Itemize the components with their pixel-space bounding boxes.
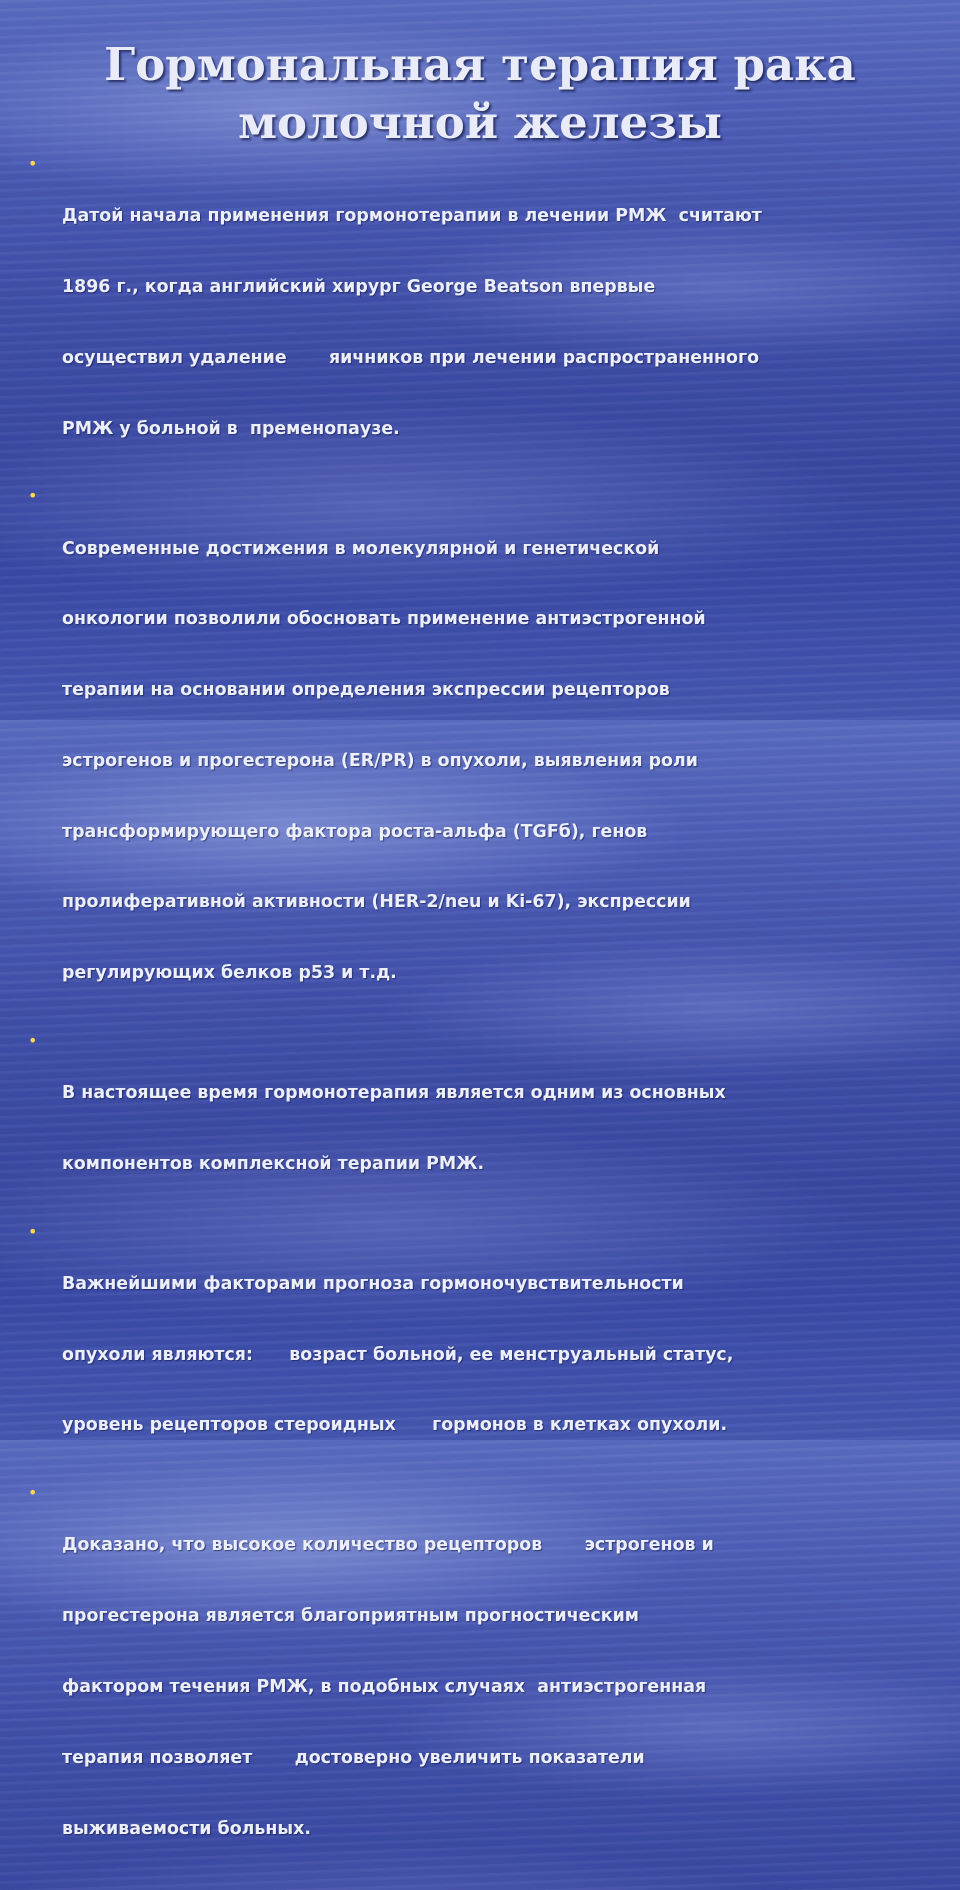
bullet-line: компонентов комплексной терапии РМЖ. — [62, 1153, 485, 1174]
bullet-line: уровень рецепторов стероидных гормонов в клетках опухоли. — [62, 1415, 728, 1436]
bullet-list — [24, 154, 924, 1890]
bullet-line: выживаемости больных. — [62, 1818, 311, 1839]
slide-title-line-1: Гормональная терапия рака — [104, 38, 856, 92]
bullet-item — [24, 1221, 924, 1486]
bullet-line: 1896 г., когда английский хирург George Beatson впервые — [62, 276, 656, 297]
bullet-line: опухоли являются: возраст больной, ее менструальный статус, — [62, 1344, 734, 1365]
bullet-text — [62, 158, 924, 488]
bullet-line: Важнейшими факторами прогноза гормоночувствительности — [62, 1273, 684, 1294]
bullet-item — [24, 1030, 924, 1224]
slide-title-line-2: молочной железы — [237, 96, 723, 150]
bullet-dot-icon: • — [28, 486, 38, 506]
bullet-text — [62, 1226, 924, 1486]
bullet-line: онкологии позволили обосновать применение антиэстрогенной — [62, 609, 706, 630]
bullet-line: В настоящее время гормонотерапия является одним из основных — [62, 1083, 726, 1104]
bullet-item — [24, 1483, 924, 1888]
bullet-line: Современные достижения в молекулярной и генетической — [62, 538, 660, 559]
bullet-line: РМЖ у больной в пременопаузе. — [62, 418, 400, 439]
bullet-text — [62, 1487, 924, 1888]
bullet-line: фактором течения РМЖ, в подобных случаях антиэстрогенная — [62, 1677, 707, 1697]
bullet-item — [24, 486, 924, 1033]
bullet-dot-icon: • — [28, 154, 38, 173]
bullet-line: трансформирующего фактора роста-альфа (TGFб), генов — [62, 821, 648, 842]
bullet-item — [24, 154, 924, 488]
bullet-text — [62, 490, 924, 1033]
bullet-line: осуществил удаление яичников при лечении распространенного — [62, 347, 760, 368]
bullet-dot-icon: • — [28, 1221, 38, 1241]
bullet-line: терапии на основании определения экспрессии рецепторов — [62, 680, 670, 701]
slide-title — [40, 36, 920, 152]
bullet-line: Датой начала применения гормонотерапии в лечении РМЖ считают — [62, 206, 762, 227]
bullet-line: терапия позволяет достоверно увеличить показатели — [62, 1747, 645, 1768]
bullet-line: прогестерона является благоприятным прогностическим — [62, 1606, 639, 1627]
bullet-line: Доказано, что высокое количество рецепторов эстрогенов и — [62, 1535, 714, 1556]
bullet-line: эстрогенов и прогестерона (ER/PR) в опухоли, выявления роли — [62, 750, 698, 771]
bullet-line: пролиферативной активности (HER-2/neu и Ki-67), экспрессии — [62, 892, 691, 913]
bullet-text — [62, 1035, 924, 1224]
bullet-line: регулирующих белков р53 и т.д. — [62, 963, 397, 984]
bullet-dot-icon: • — [28, 1030, 38, 1050]
bullet-dot-icon: • — [28, 1483, 38, 1503]
